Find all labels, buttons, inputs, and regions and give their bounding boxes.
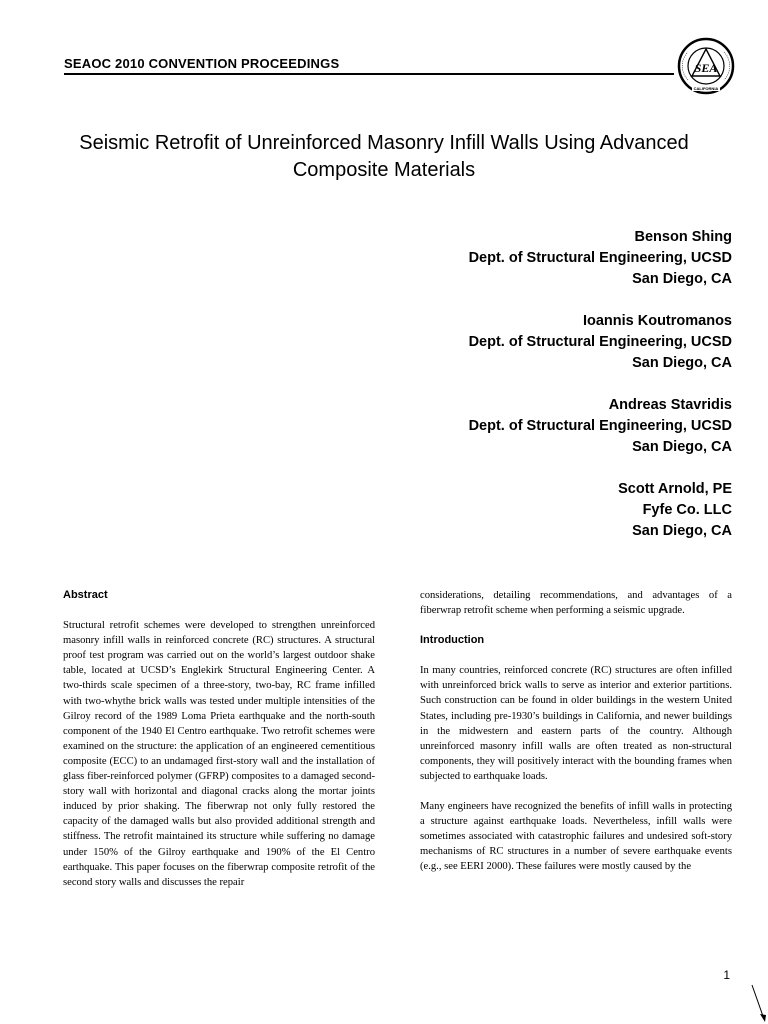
author-block [469, 227, 732, 290]
author-location: San Diego, CA [632, 439, 732, 455]
author-list [469, 227, 732, 563]
author-name: Ioannis Koutromanos [582, 313, 732, 329]
abstract-heading: Abstract [63, 589, 108, 601]
introduction-heading: Introduction [420, 634, 485, 647]
right-column [420, 588, 732, 890]
page-number: 1 [723, 968, 730, 982]
author-name: Scott Arnold, PE [618, 481, 732, 497]
header-rule [64, 73, 674, 75]
author-affiliation: Dept. of Structural Engineering, UCSD [468, 334, 732, 350]
author-affiliation: Dept. of Structural Engineering, UCSD [468, 250, 732, 266]
intro-paragraph: In many countries, reinforced concrete (RC) structures are often infilled with unreinforced brick walls to serve as interior and exterior partitions. Such construction can be found in older buildings in the western United States, including pre-1930’s buildings in California, and newer buildings in the midwestern and eastern parts of the country. Although unreinforced masonry infill walls are often treated as non-structural components, they will positively interact with the bounding frames when subjected to earthquake loads. [420, 665, 732, 782]
author-block [469, 311, 732, 374]
svg-text:SEA: SEA [694, 61, 718, 75]
author-block [469, 479, 732, 542]
author-name: Benson Shing [634, 229, 732, 245]
intro-paragraph: Many engineers have recognized the benefits of infill walls in protecting a structure against earthquake loads. Nevertheless, infill walls were sometimes associated with catastrophic failures and undesired soft-story mechanisms of RC structures in a number of severe earthquake events (e.g., see EERI 2000). These failures were mostly caused by the [420, 801, 732, 873]
author-affiliation: Fyfe Co. LLC [642, 502, 732, 518]
proceedings-header: SEAOC 2010 CONVENTION PROCEEDINGS [64, 56, 340, 71]
seaoc-seal-logo [676, 36, 736, 96]
svg-text:CALIFORNIA: CALIFORNIA [693, 86, 719, 91]
corner-arrow-icon [750, 983, 768, 1024]
author-location: San Diego, CA [632, 355, 732, 371]
author-affiliation: Dept. of Structural Engineering, UCSD [468, 418, 732, 434]
author-location: San Diego, CA [632, 523, 732, 539]
author-location: San Diego, CA [632, 271, 732, 287]
abstract-continuation: considerations, detailing recommendations, and advantages of a fiberwrap retrofit scheme when performing a seismic upgrade. [420, 590, 732, 617]
author-name: Andreas Stavridis [608, 397, 732, 413]
left-column [63, 588, 375, 905]
author-block [469, 395, 732, 458]
paper-title: Seismic Retrofit of Unreinforced Masonry Infill Walls Using Advanced Composite Materials [79, 132, 689, 181]
abstract-text: Structural retrofit schemes were developed to strengthen unreinforced masonry infill walls in reinforced concrete (RC) structures. A structural proof test program was carried out on the world’s largest outdoor shake table, located at UCSD’s Englekirk Structural Engineering Center. A two-thirds scale specimen of a three-story, two-bay, RC frame infilled with two-whythe brick walls was tested under multiple intensities of the Gilroy record of the 1989 Loma Prieta earthquake and the north-south component of the 1940 El Centro earthquake. Two retrofit schemes were examined on the structure: the application of an engineered cementitious composite (ECC) to an undamaged first-story wall and the installation of glass fiber-reinforced polymer (GFRP) composites to a damaged second-story wall with horizontal and diagonal cracks along the mortar joints induced by prior shaking. The fiberwrap not only fully restored the capacity of the damaged walls but also provided additional strength and stiffness. The retrofit maintained its structure while suffering no damage under 150% of the Gilroy earthquake and 190% of the El Centro earthquake. This paper focuses on the fiberwrap composite retrofit of the second story walls and discusses the repair [63, 620, 375, 888]
